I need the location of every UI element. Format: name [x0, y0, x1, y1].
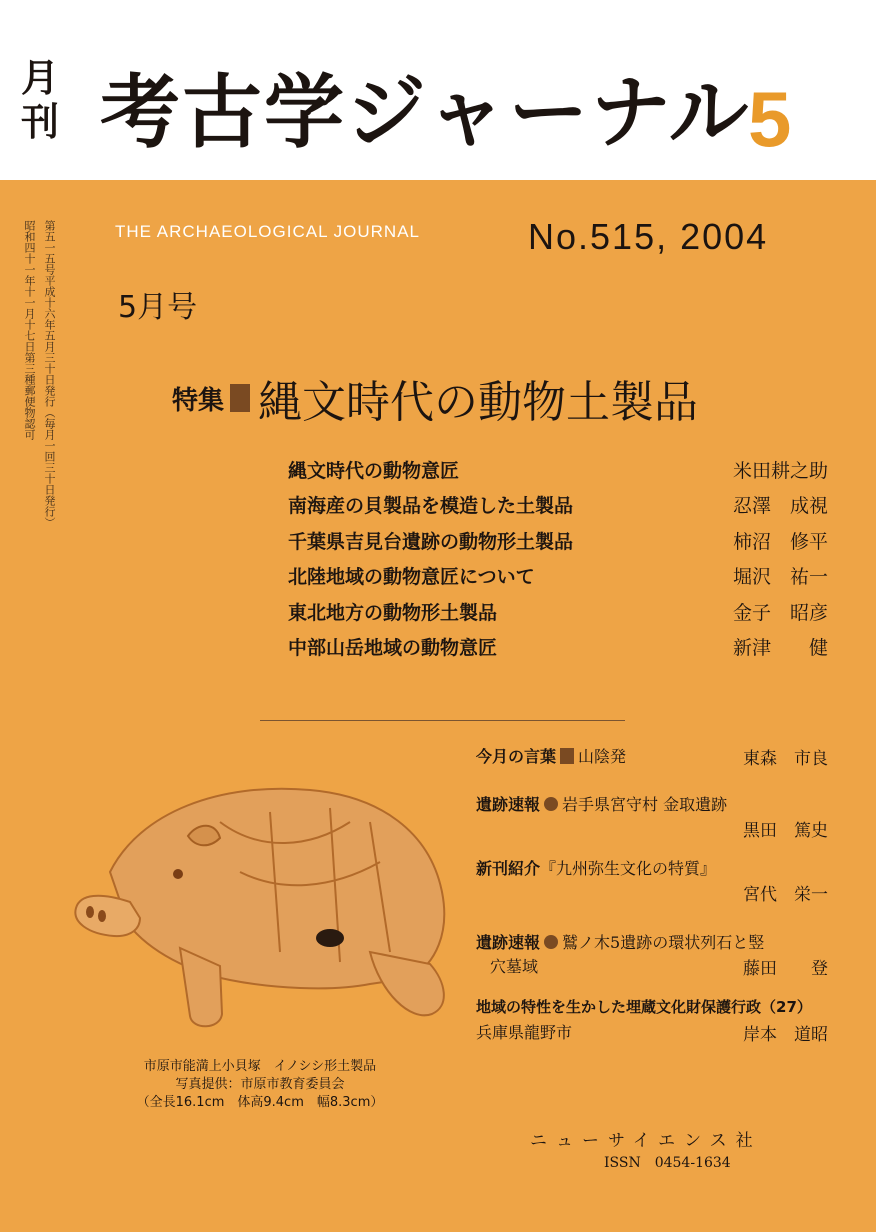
article-title: 縄文時代の動物意匠	[288, 460, 460, 482]
article-title: 南海産の貝製品を模造した土製品	[288, 495, 574, 518]
issue-number-large: 5	[748, 75, 792, 163]
article-title: 北陸地域の動物意匠について	[288, 566, 535, 589]
report1-label: 遺跡速報	[476, 795, 541, 814]
review-author: 宮代 栄一	[743, 885, 828, 905]
article-item	[288, 598, 828, 633]
publisher-name: ニューサイエンス社	[530, 1131, 762, 1151]
region-author: 岸本 道昭	[743, 1025, 828, 1045]
words-author: 東森 市良	[743, 749, 828, 769]
review-title: 『九州弥生文化の特質』	[540, 859, 717, 878]
article-item	[288, 456, 828, 491]
spine-note-line1: 第五一五号平成十六年五月三十日発行（毎月一回三十日発行）	[43, 220, 56, 528]
article-item	[288, 562, 828, 597]
article-author: 金子 昭彦	[732, 601, 828, 624]
report1-title: 岩手県宮守村 金取遺跡	[562, 795, 728, 814]
report2-label: 遺跡速報	[476, 933, 541, 952]
article-item	[288, 491, 828, 526]
article-title: 千葉県吉見台遺跡の動物形土製品	[288, 530, 574, 553]
column-words	[476, 744, 828, 768]
article-author: 柿沼 修平	[732, 530, 828, 553]
review-label: 新刊紹介	[476, 859, 541, 878]
caption-line2: 写真提供：市原市教育委員会	[175, 1077, 345, 1092]
words-label: 今月の言葉	[476, 747, 557, 766]
photo-caption	[110, 1058, 410, 1112]
shadow	[316, 929, 344, 947]
report1-author: 黒田 篤史	[743, 821, 828, 841]
hind-leg	[370, 952, 444, 1015]
divider-line	[260, 720, 625, 721]
boar-figurine-photo	[70, 752, 460, 1052]
square-marker-icon	[560, 748, 574, 764]
spine-note-line2: 昭和四十一年十一月十七日第三種郵便物認可	[23, 220, 36, 440]
report2-author: 藤田 登	[743, 959, 828, 979]
column-review	[476, 856, 828, 904]
feature-label: 特集	[172, 385, 225, 416]
caption-line1: 市原市能満上小貝塚 イノシシ形土製品	[143, 1059, 377, 1074]
circle-marker-icon	[544, 797, 558, 811]
article-author: 堀沢 祐一	[732, 566, 828, 589]
cover-header	[0, 0, 876, 180]
monthly-label	[18, 56, 62, 144]
issue-number: No.515, 2004	[528, 216, 769, 257]
words-title: 山陰発	[578, 747, 627, 766]
column-report-2	[476, 930, 828, 978]
region-place: 兵庫県龍野市	[476, 1023, 573, 1042]
report2-title-cont: 穴墓域	[490, 957, 539, 976]
report2-title: 鷲ノ木5遺跡の環状列石と竪	[562, 933, 765, 952]
column-report-1	[476, 792, 828, 840]
boar-snout	[75, 896, 140, 936]
magazine-title: 考古学ジャーナル	[100, 66, 751, 159]
issn-number: ISSN 0454-1634	[604, 1155, 731, 1171]
feature-heading	[172, 366, 698, 430]
article-title: 東北地方の動物形土製品	[288, 601, 498, 624]
nostril-right	[98, 910, 106, 922]
article-item	[288, 633, 828, 668]
boar-eye	[173, 869, 183, 879]
monthly-char-1: 月	[20, 56, 59, 100]
article-author: 米田耕之助	[732, 460, 828, 482]
feature-article-list	[288, 456, 828, 668]
region-title: 地域の特性を生かした埋蔵文化財保護行政（27）	[476, 998, 812, 1016]
article-title: 中部山岳地域の動物意匠	[288, 636, 498, 659]
article-author: 新津 健	[732, 636, 828, 659]
feature-title: 縄文時代の動物土製品	[258, 377, 699, 428]
column-region	[476, 996, 828, 1044]
issue-month: 5月号	[118, 290, 198, 325]
caption-line3: （全長16.1cm 体高9.4cm 幅8.3cm）	[136, 1095, 384, 1110]
english-title: THE ARCHAEOLOGICAL JOURNAL	[115, 222, 420, 241]
nostril-left	[86, 906, 94, 918]
article-author: 忍澤 成視	[732, 495, 828, 518]
monthly-char-2: 刊	[20, 100, 59, 144]
circle-marker-icon	[544, 935, 558, 949]
square-marker-icon	[230, 384, 250, 412]
article-item	[288, 527, 828, 562]
